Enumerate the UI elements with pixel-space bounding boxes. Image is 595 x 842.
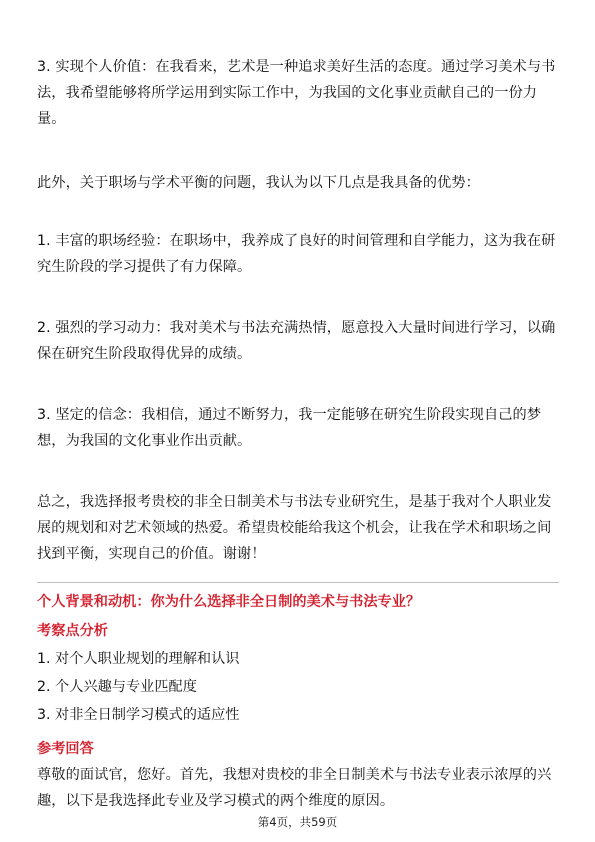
- text-line: 究生阶段的学习提供了有力保障。: [37, 259, 252, 275]
- paragraph-answer: [37, 762, 562, 814]
- analysis-heading: 考察点分析: [37, 623, 108, 639]
- page-number: 第4页，共59页: [257, 815, 338, 829]
- text-line: 趣，以下是我选择此专业及学习模式的两个维度的原因。: [37, 793, 395, 809]
- text-line: 想，为我国的文化事业作出贡献。: [37, 433, 252, 449]
- text-line: 3. 实现个人价值：在我看来，艺术是一种追求美好生活的态度。通过学习美术与书: [37, 59, 556, 75]
- paragraph-point3: [37, 54, 562, 132]
- paragraph-advantage-2: [37, 315, 562, 367]
- text-line: 保在研究生阶段取得优异的成绩。: [37, 346, 252, 362]
- text-line: 总之，我选择报考贵校的非全日制美术与书法专业研究生，是基于我对个人职业发: [37, 494, 552, 510]
- text-line: 展的规划和对艺术领域的热爱。希望贵校能给我这个机会，让我在学术和职场之间: [37, 520, 552, 536]
- text-line: 量。: [37, 111, 66, 127]
- paragraph-intro: [37, 170, 562, 196]
- paragraph-advantage-1: [37, 228, 562, 280]
- text-line: 找到平衡，实现自己的价值。谢谢！: [37, 546, 266, 562]
- text-line: 法，我希望能够将所学运用到实际工作中，为我国的文化事业贡献自己的一份力: [37, 85, 538, 101]
- analysis-item: 3. 对非全日制学习模式的适应性: [37, 707, 240, 723]
- text-line: 3. 坚定的信念：我相信，通过不断努力，我一定能够在研究生阶段实现自己的梦: [37, 407, 542, 423]
- paragraph-conclusion: [37, 489, 562, 567]
- text-line: 1. 丰富的职场经验：在职场中，我养成了良好的时间管理和自学能力，这为我在研: [37, 233, 556, 249]
- paragraph-advantage-3: [37, 402, 562, 454]
- text-line: 2. 强烈的学习动力：我对美术与书法充满热情，愿意投入大量时间进行学习，以确: [37, 320, 556, 336]
- answer-heading: 参考回答: [37, 741, 94, 757]
- text-line: 此外，关于职场与学术平衡的问题，我认为以下几点是我具备的优势：: [37, 175, 480, 191]
- analysis-item: 2. 个人兴趣与专业匹配度: [37, 679, 197, 695]
- section-divider: [37, 582, 559, 583]
- text-line: 尊敬的面试官，您好。首先，我想对贵校的非全日制美术与书法专业表示浓厚的兴: [37, 767, 552, 783]
- analysis-item: 1. 对个人职业规划的理解和认识: [37, 651, 240, 667]
- question-title: 个人背景和动机：你为什么选择非全日制的美术与书法专业？: [37, 594, 421, 610]
